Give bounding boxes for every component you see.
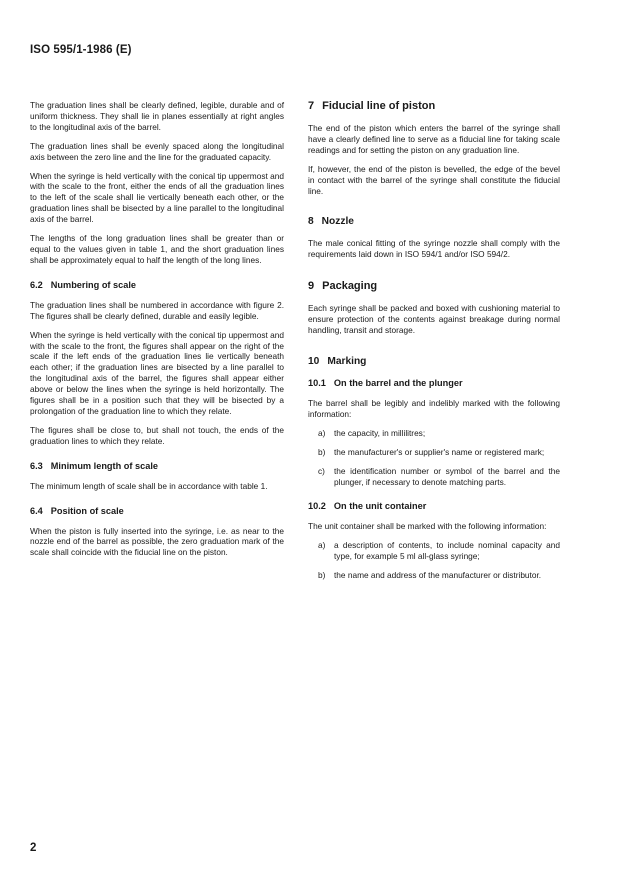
paragraph: The male conical fitting of the syringe nozzle shall comply with the requirements laid down in ISO 594/1 and/or ISO 594/2. <box>308 238 560 260</box>
section-title: Minimum length of scale <box>50 460 158 471</box>
list-item <box>308 466 560 488</box>
list-item <box>308 447 560 458</box>
section-heading-10 <box>308 356 560 368</box>
section-heading-10-1 <box>308 378 560 389</box>
paragraph: The figures shall be close to, but shall not touch, the ends of the graduation lines to which they relate. <box>30 424 284 446</box>
paragraph: If, however, the end of the piston is bevelled, the edge of the bevel in contact with the barrel of the syringe shall constitute the fiducial line. <box>308 163 560 196</box>
section-heading-10-2 <box>308 501 560 512</box>
section-title: Nozzle <box>321 216 354 228</box>
section-title: Marking <box>327 355 367 367</box>
list-item <box>308 540 560 562</box>
paragraph: The lengths of the long graduation lines shall be greater than or equal to the values given in table 1, and the short graduation lines shall be approximately equal to half the length of the long lines. <box>30 233 284 265</box>
section-number: 10.1 <box>308 377 326 388</box>
paragraph: When the syringe is held vertically with the conical tip uppermost and with the scale to the front, either the ends of all the graduation lines to the left of the scale shall lie vertically beneath each other, or the graduation lines shall be bisected by a line parallel to the longitudinal axis of the barrel. <box>30 170 284 225</box>
section-number: 10 <box>308 355 320 367</box>
list-text: the capacity, in millilitres; <box>334 427 426 438</box>
list-text: the identification number or symbol of the barrel and the plunger, if necessary to denote matching parts. <box>334 465 560 487</box>
paragraph: The unit container shall be marked with the following information: <box>308 521 547 532</box>
list-item <box>308 570 560 581</box>
section-title: Packaging <box>322 280 378 293</box>
paragraph: The barrel shall be legibly and indelibly marked with the following information: <box>308 397 560 419</box>
section-title: On the unit container <box>333 501 427 512</box>
paragraph: The graduation lines shall be evenly spaced along the longitudinal axis between the zero line and the line for the graduated capacity. <box>30 140 284 162</box>
paragraph: When the piston is fully inserted into the syringe, i.e. as near to the nozzle end of the barrel as possible, the zero graduation mark of the scale shall coincide with the fiducial line on the piston. <box>30 525 284 558</box>
section-number: 9 <box>308 280 315 293</box>
section-number: 6.2 <box>30 279 43 290</box>
paragraph: When the syringe is held vertically with the conical tip uppermost and with the scale to the front, the figures shall appear on the right of the scale if the left ends of the graduation lines lie vertically beneath each other; if the graduation lines are bisected by a line parallel to the longitudinal axis of the barrel, the figures shall appear either above or below the lines when the syringe is held horizontally. The figures shall be in a position such that they will be bisected by a prolongation of the graduation line to which they relate. <box>30 329 284 416</box>
paragraph: The minimum length of scale shall be in accordance with table 1. <box>30 480 268 491</box>
section-title: Fiducial line of piston <box>322 100 436 112</box>
page-number: 2 <box>30 842 37 854</box>
list-marker: a) <box>318 427 326 438</box>
section-title: Position of scale <box>50 505 124 516</box>
paragraph: The graduation lines shall be clearly defined, legible, durable and of uniform thickness. They shall lie in planes essentially at right angles to the longitudinal axis of the barrel. <box>30 100 284 132</box>
list-marker: b) <box>318 570 326 581</box>
section-number: 10.2 <box>308 501 326 512</box>
section-heading-9 <box>308 280 560 292</box>
section-title: On the barrel and the plunger <box>333 377 463 388</box>
list-marker: a) <box>318 540 326 551</box>
section-heading-6-2 <box>30 280 284 291</box>
paragraph: The graduation lines shall be numbered in accordance with figure 2. The figures shall be clearly defined, durable and easily legible. <box>30 299 284 321</box>
list-text: a description of contents, to include nominal capacity and type, for example 5 ml all-glass syringe; <box>334 540 560 562</box>
document-header: ISO 595/1-1986 (E) <box>30 44 132 56</box>
section-heading-7 <box>308 100 560 112</box>
list-marker: c) <box>318 465 325 476</box>
section-number: 6.3 <box>30 460 43 471</box>
section-title: Numbering of scale <box>50 279 137 290</box>
paragraph: The end of the piston which enters the barrel of the syringe shall have a clearly defined line to serve as a fiducial line for taking scale readings and for setting the piston on any graduation line. <box>308 123 560 155</box>
section-heading-6-3 <box>30 461 284 472</box>
section-number: 7 <box>308 100 315 112</box>
section-number: 6.4 <box>30 505 43 516</box>
section-heading-6-4 <box>30 506 284 517</box>
list-text: the manufacturer's or supplier's name or registered mark; <box>334 446 545 457</box>
section-heading-8 <box>308 216 560 228</box>
right-column <box>308 100 560 589</box>
list-marker: b) <box>318 446 326 457</box>
list-item <box>308 428 560 439</box>
paragraph: Each syringe shall be packed and boxed with cushioning material to ensure protection of the contents against breakage during normal handling, transit and storage. <box>308 303 560 336</box>
left-column <box>30 100 284 566</box>
list-text: the name and address of the manufacturer or distributor. <box>334 570 542 581</box>
section-number: 8 <box>308 216 314 228</box>
